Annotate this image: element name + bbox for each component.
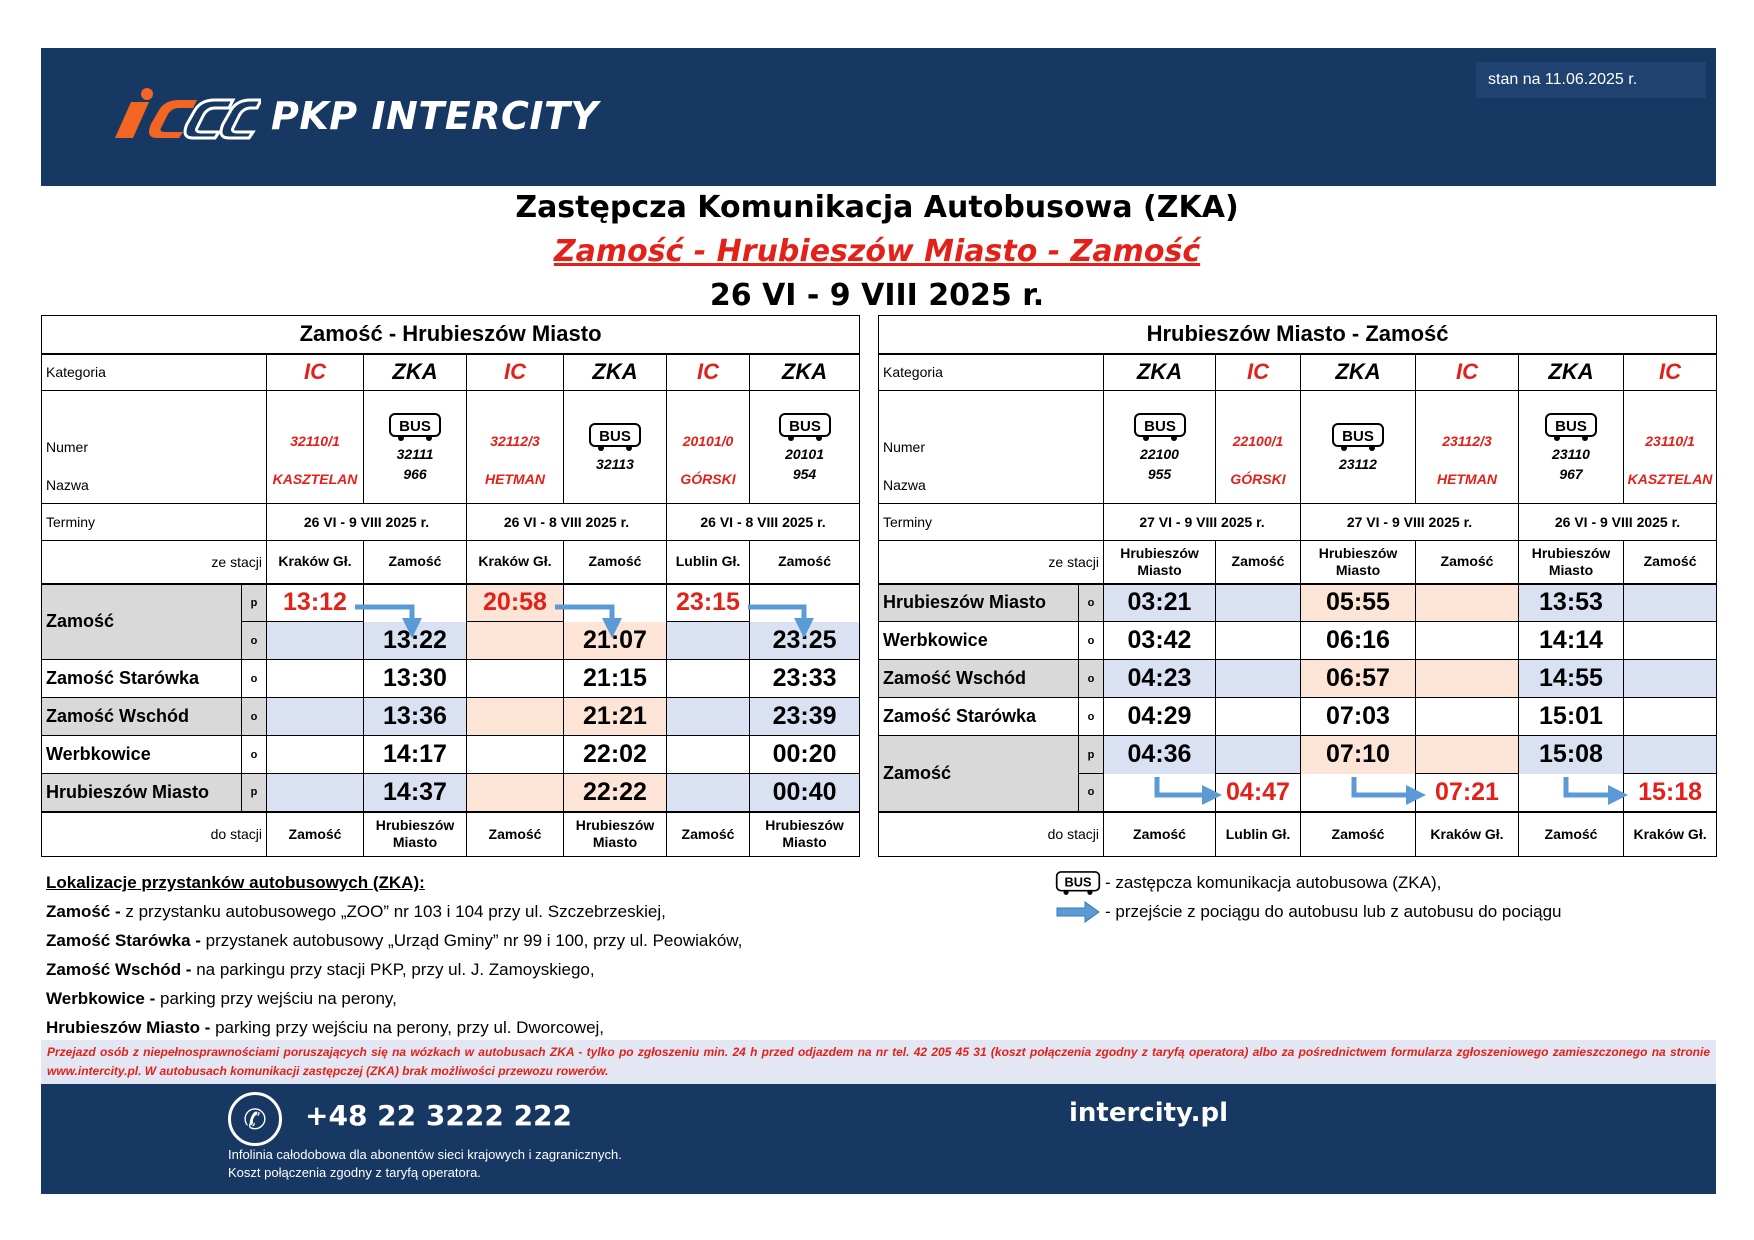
from-station: Zamość bbox=[750, 541, 860, 584]
bus-time: 13:36 bbox=[364, 698, 467, 736]
bus-number-2: 967 bbox=[1559, 466, 1583, 482]
bus-time: 00:20 bbox=[750, 736, 860, 774]
timetable-hrubieszow-zamosc bbox=[878, 315, 1717, 857]
empty-cell bbox=[667, 660, 750, 698]
from-station: Zamość bbox=[1216, 541, 1301, 584]
from-station: Kraków Gł. bbox=[467, 541, 564, 584]
empty-cell bbox=[467, 736, 564, 774]
term-dates: 26 VI - 9 VIII 2025 r. bbox=[1519, 504, 1717, 541]
bus-time: 06:16 bbox=[1301, 622, 1416, 660]
category-zka: ZKA bbox=[750, 354, 860, 391]
from-station: Kraków Gł. bbox=[267, 541, 364, 584]
accessibility-notice: Przejazd osób z niepełnosprawnościami poruszających się na wózkach w autobusach ZKA - tylko po zgłoszeniu min. 24 h przed odjazdem na nr tel. 42 205 45 31 (koszt połączenia zgodny z taryfą operatora) albo za pośrednictwem formularza zgłoszeniowego zamieszczonego na stronie www.intercity.pl. W autobusach komunikacji zastępczej (ZKA) brak możliwości przewozu rowerów. bbox=[41, 1040, 1716, 1084]
stop-marker: o bbox=[1079, 622, 1104, 660]
svg-text:BUS: BUS bbox=[1342, 428, 1374, 445]
svg-text:BUS: BUS bbox=[788, 418, 821, 435]
to-station: Zamość bbox=[467, 812, 564, 857]
bus-time: 07:10 bbox=[1301, 736, 1416, 774]
legend-arrow bbox=[1055, 897, 1561, 926]
bus-time: 00:40 bbox=[750, 774, 860, 812]
bus-time: 04:29 bbox=[1104, 698, 1216, 736]
train-name: HETMAN bbox=[1437, 471, 1497, 487]
bus-time: 22:22 bbox=[564, 774, 667, 812]
bus-number: 32113 bbox=[596, 456, 634, 472]
bus-time: 21:15 bbox=[564, 660, 667, 698]
departure-marker: o bbox=[242, 622, 267, 660]
label-numer-nazwa bbox=[42, 391, 267, 504]
bus-time: 07:03 bbox=[1301, 698, 1416, 736]
train-name: HETMAN bbox=[485, 471, 545, 487]
empty-cell bbox=[1416, 622, 1519, 660]
location-item: Zamość Wschód - na parkingu przy stacji PKP, przy ul. J. Zamoyskiego, bbox=[46, 960, 595, 979]
empty-cell bbox=[467, 660, 564, 698]
to-station: Zamość bbox=[267, 812, 364, 857]
train-arrival: 20:58 bbox=[467, 584, 564, 622]
bus-icon bbox=[778, 412, 832, 442]
bus-icon bbox=[1544, 412, 1598, 442]
from-station: Hrubieszów Miasto bbox=[1519, 541, 1624, 584]
hotline-number[interactable]: +48 22 3222 222 bbox=[305, 1099, 573, 1132]
train-number: 32112/3 bbox=[490, 433, 540, 449]
label-terminy: Terminy bbox=[879, 504, 1104, 541]
term-dates: 26 VI - 8 VIII 2025 r. bbox=[667, 504, 860, 541]
train-departure: 04:47 bbox=[1216, 774, 1301, 812]
empty-cell bbox=[1416, 660, 1519, 698]
brand-name: PKP INTERCITY bbox=[271, 94, 599, 138]
from-station: Hrubieszów Miasto bbox=[1301, 541, 1416, 584]
bus-time: 14:55 bbox=[1519, 660, 1624, 698]
bus-time: 22:02 bbox=[564, 736, 667, 774]
bus-icon bbox=[388, 412, 442, 442]
bus-number: 23112 bbox=[1339, 456, 1377, 472]
period-title: 26 VI - 9 VIII 2025 r. bbox=[709, 278, 1045, 313]
bus-time: 13:53 bbox=[1519, 584, 1624, 622]
train-number: 22100/1 bbox=[1232, 433, 1284, 449]
bus-icon bbox=[1055, 869, 1101, 897]
label-kategoria: Kategoria bbox=[42, 354, 267, 391]
empty-cell bbox=[267, 622, 364, 660]
label-kategoria: Kategoria bbox=[879, 354, 1104, 391]
stop-marker: o bbox=[1079, 584, 1104, 622]
term-dates: 26 VI - 9 VIII 2025 r. bbox=[267, 504, 467, 541]
train-number-cell bbox=[267, 391, 364, 504]
empty-cell bbox=[750, 584, 860, 622]
bus-icon bbox=[1133, 412, 1187, 442]
svg-text:BUS: BUS bbox=[599, 428, 631, 445]
from-station: Zamość bbox=[1624, 541, 1717, 584]
stop-marker: o bbox=[1079, 660, 1104, 698]
empty-cell bbox=[267, 736, 364, 774]
empty-cell bbox=[564, 584, 667, 622]
station-name: Werbkowice bbox=[879, 622, 1079, 660]
bus-number-cell bbox=[1301, 391, 1416, 504]
category-zka: ZKA bbox=[1104, 354, 1216, 391]
category-zka: ZKA bbox=[1519, 354, 1624, 391]
footer-banner bbox=[41, 1084, 1716, 1194]
bus-icon bbox=[1331, 422, 1385, 452]
svg-text:BUS: BUS bbox=[1064, 873, 1092, 889]
empty-cell bbox=[1104, 774, 1216, 812]
station-name: Werbkowice bbox=[42, 736, 242, 774]
bus-time: 04:36 bbox=[1104, 736, 1216, 774]
bus-time: 05:55 bbox=[1301, 584, 1416, 622]
train-number-cell bbox=[1216, 391, 1301, 504]
bus-time: 15:08 bbox=[1519, 736, 1624, 774]
train-number: 23110/1 bbox=[1645, 433, 1695, 449]
station-name: Zamość bbox=[42, 584, 242, 660]
stop-marker: o bbox=[242, 698, 267, 736]
train-number-cell bbox=[467, 391, 564, 504]
bus-time: 13:30 bbox=[364, 660, 467, 698]
bus-time: 14:14 bbox=[1519, 622, 1624, 660]
legend-bus-text: - zastępcza komunikacja autobusowa (ZKA), bbox=[1105, 873, 1442, 892]
empty-cell bbox=[667, 622, 750, 660]
station-name: Zamość Wschód bbox=[42, 698, 242, 736]
empty-cell bbox=[1301, 774, 1416, 812]
to-station: Zamość bbox=[1301, 812, 1416, 857]
label-ze-stacji: ze stacji bbox=[42, 541, 267, 584]
hotline-note: Infolinia całodobowa dla abonentów sieci krajowych i zagranicznych. Koszt połączenia zgodny z taryfą operatora. bbox=[228, 1147, 622, 1180]
empty-cell bbox=[267, 774, 364, 812]
header-banner bbox=[41, 48, 1716, 186]
bus-time: 03:42 bbox=[1104, 622, 1216, 660]
station-name: Zamość bbox=[879, 736, 1079, 812]
bus-time: 23:39 bbox=[750, 698, 860, 736]
bus-time: 21:21 bbox=[564, 698, 667, 736]
train-departure: 15:18 bbox=[1624, 774, 1717, 812]
label-ze-stacji: ze stacji bbox=[879, 541, 1104, 584]
train-number: 23112/3 bbox=[1442, 433, 1492, 449]
label-numer: Numer bbox=[883, 439, 926, 455]
term-dates: 27 VI - 9 VIII 2025 r. bbox=[1301, 504, 1519, 541]
departure-marker: o bbox=[1079, 774, 1104, 812]
label-nazwa: Nazwa bbox=[46, 477, 89, 493]
svg-text:BUS: BUS bbox=[399, 418, 431, 435]
ic-logo-icon bbox=[101, 86, 261, 146]
website-link[interactable]: intercity.pl bbox=[1069, 1098, 1229, 1128]
to-station: Zamość bbox=[667, 812, 750, 857]
location-item: Zamość - z przystanku autobusowego „ZOO” nr 103 i 104 przy ul. Szczebrzeskiej, bbox=[46, 902, 666, 921]
bus-number-cell bbox=[564, 391, 667, 504]
empty-cell bbox=[467, 622, 564, 660]
category-zka: ZKA bbox=[1301, 354, 1416, 391]
empty-cell bbox=[1216, 660, 1301, 698]
from-station: Lublin Gł. bbox=[667, 541, 750, 584]
from-station: Zamość bbox=[564, 541, 667, 584]
bus-time: 23:33 bbox=[750, 660, 860, 698]
locations-heading: Lokalizacje przystanków autobusowych (ZKA): bbox=[46, 873, 425, 892]
station-name: Zamość Starówka bbox=[42, 660, 242, 698]
empty-cell bbox=[667, 698, 750, 736]
station-name: Zamość Wschód bbox=[879, 660, 1079, 698]
empty-cell bbox=[467, 698, 564, 736]
status-date: stan na 11.06.2025 r. bbox=[1476, 62, 1706, 98]
empty-cell bbox=[667, 736, 750, 774]
bus-time: 14:17 bbox=[364, 736, 467, 774]
table-title: Hrubieszów Miasto - Zamość bbox=[879, 316, 1717, 354]
bus-number: 23110 bbox=[1552, 446, 1590, 462]
empty-cell bbox=[1216, 584, 1301, 622]
category-ic: IC bbox=[667, 354, 750, 391]
term-dates: 27 VI - 9 VIII 2025 r. bbox=[1104, 504, 1301, 541]
bus-number-2: 966 bbox=[403, 466, 427, 482]
to-station: Zamość bbox=[1519, 812, 1624, 857]
bus-icon bbox=[588, 422, 642, 452]
empty-cell bbox=[1624, 660, 1717, 698]
bus-number: 22100 bbox=[1140, 446, 1179, 462]
arrival-marker: p bbox=[242, 584, 267, 622]
category-zka: ZKA bbox=[564, 354, 667, 391]
bus-time: 23:25 bbox=[750, 622, 860, 660]
station-name: Hrubieszów Miasto bbox=[879, 584, 1079, 622]
label-terminy: Terminy bbox=[42, 504, 267, 541]
phone-icon: ✆ bbox=[228, 1092, 282, 1146]
empty-cell bbox=[267, 660, 364, 698]
to-station: Zamość bbox=[1104, 812, 1216, 857]
category-ic: IC bbox=[267, 354, 364, 391]
empty-cell bbox=[467, 774, 564, 812]
train-departure: 07:21 bbox=[1416, 774, 1519, 812]
train-number: 32110/1 bbox=[290, 433, 340, 449]
train-name: GÓRSKI bbox=[1230, 471, 1286, 487]
empty-cell bbox=[1624, 622, 1717, 660]
empty-cell bbox=[1624, 736, 1717, 774]
train-arrival: 13:12 bbox=[267, 584, 364, 622]
table-title: Zamość - Hrubieszów Miasto bbox=[42, 316, 860, 354]
train-arrival: 23:15 bbox=[667, 584, 750, 622]
label-do-stacji: do stacji bbox=[42, 812, 267, 857]
label-do-stacji: do stacji bbox=[879, 812, 1104, 857]
to-station: Hrubieszów Miasto bbox=[750, 812, 860, 857]
arrival-marker: p bbox=[242, 774, 267, 812]
bus-time: 03:21 bbox=[1104, 584, 1216, 622]
bus-number-2: 955 bbox=[1147, 466, 1172, 482]
station-name: Zamość Starówka bbox=[879, 698, 1079, 736]
label-nazwa: Nazwa bbox=[883, 477, 926, 493]
empty-cell bbox=[1416, 584, 1519, 622]
bus-stop-locations bbox=[46, 868, 742, 1042]
bus-time: 04:23 bbox=[1104, 660, 1216, 698]
stop-marker: o bbox=[242, 660, 267, 698]
timetable-zamosc-hrubieszow bbox=[41, 315, 860, 857]
bus-number-2: 954 bbox=[792, 466, 817, 482]
train-name: KASZTELAN bbox=[272, 471, 358, 487]
train-name: KASZTELAN bbox=[1627, 471, 1713, 487]
empty-cell bbox=[1216, 698, 1301, 736]
empty-cell bbox=[364, 584, 467, 622]
bus-time: 14:37 bbox=[364, 774, 467, 812]
legend-bus bbox=[1055, 868, 1561, 897]
category-ic: IC bbox=[1624, 354, 1717, 391]
label-numer-nazwa bbox=[879, 391, 1104, 504]
to-station: Lublin Gł. bbox=[1216, 812, 1301, 857]
train-number-cell bbox=[1624, 391, 1717, 504]
to-station: Hrubieszów Miasto bbox=[364, 812, 467, 857]
location-item: Zamość Starówka - przystanek autobusowy „Urząd Gminy” nr 99 i 100, przy ul. Peowiaków, bbox=[46, 931, 743, 950]
empty-cell bbox=[1216, 622, 1301, 660]
intercity-logo bbox=[101, 86, 598, 146]
train-number: 20101/0 bbox=[682, 433, 734, 449]
empty-cell bbox=[667, 774, 750, 812]
page-title: Zastępcza Komunikacja Autobusowa (ZKA) bbox=[515, 190, 1239, 225]
route-title: Zamość - Hrubieszów Miasto - Zamość bbox=[553, 234, 1201, 269]
bus-number-cell bbox=[750, 391, 860, 504]
from-station: Zamość bbox=[364, 541, 467, 584]
location-item: Hrubieszów Miasto - parking przy wejściu na perony, przy ul. Dworcowej, bbox=[46, 1018, 605, 1037]
train-name: GÓRSKI bbox=[680, 471, 736, 487]
category-zka: ZKA bbox=[364, 354, 467, 391]
empty-cell bbox=[1519, 774, 1624, 812]
bus-number-cell bbox=[364, 391, 467, 504]
bus-time: 21:07 bbox=[564, 622, 667, 660]
from-station: Zamość bbox=[1416, 541, 1519, 584]
legend bbox=[1055, 868, 1561, 926]
stop-marker: o bbox=[1079, 698, 1104, 736]
to-station: Kraków Gł. bbox=[1416, 812, 1519, 857]
train-number-cell bbox=[1416, 391, 1519, 504]
station-name: Hrubieszów Miasto bbox=[42, 774, 242, 812]
bus-number: 20101 bbox=[785, 446, 824, 462]
transfer-arrow-icon bbox=[1055, 900, 1101, 924]
to-station: Hrubieszów Miasto bbox=[564, 812, 667, 857]
bus-number-cell bbox=[1519, 391, 1624, 504]
term-dates: 26 VI - 8 VIII 2025 r. bbox=[467, 504, 667, 541]
category-ic: IC bbox=[1216, 354, 1301, 391]
empty-cell bbox=[1624, 584, 1717, 622]
train-number-cell bbox=[667, 391, 750, 504]
to-station: Kraków Gł. bbox=[1624, 812, 1717, 857]
category-ic: IC bbox=[1416, 354, 1519, 391]
legend-arrow-text: - przejście z pociągu do autobusu lub z autobusu do pociągu bbox=[1105, 902, 1562, 921]
empty-cell bbox=[1416, 698, 1519, 736]
location-item: Werbkowice - parking przy wejściu na perony, bbox=[46, 989, 397, 1008]
bus-number: 32111 bbox=[396, 446, 434, 462]
bus-time: 13:22 bbox=[364, 622, 467, 660]
stop-marker: o bbox=[242, 736, 267, 774]
category-ic: IC bbox=[467, 354, 564, 391]
empty-cell bbox=[1416, 736, 1519, 774]
empty-cell bbox=[1624, 698, 1717, 736]
empty-cell bbox=[267, 698, 364, 736]
arrival-marker: p bbox=[1079, 736, 1104, 774]
from-station: Hrubieszów Miasto bbox=[1104, 541, 1216, 584]
svg-text:BUS: BUS bbox=[1555, 418, 1587, 435]
bus-number-cell bbox=[1104, 391, 1216, 504]
empty-cell bbox=[1216, 736, 1301, 774]
label-numer: Numer bbox=[46, 439, 89, 455]
svg-text:BUS: BUS bbox=[1143, 418, 1176, 435]
bus-time: 15:01 bbox=[1519, 698, 1624, 736]
bus-time: 06:57 bbox=[1301, 660, 1416, 698]
